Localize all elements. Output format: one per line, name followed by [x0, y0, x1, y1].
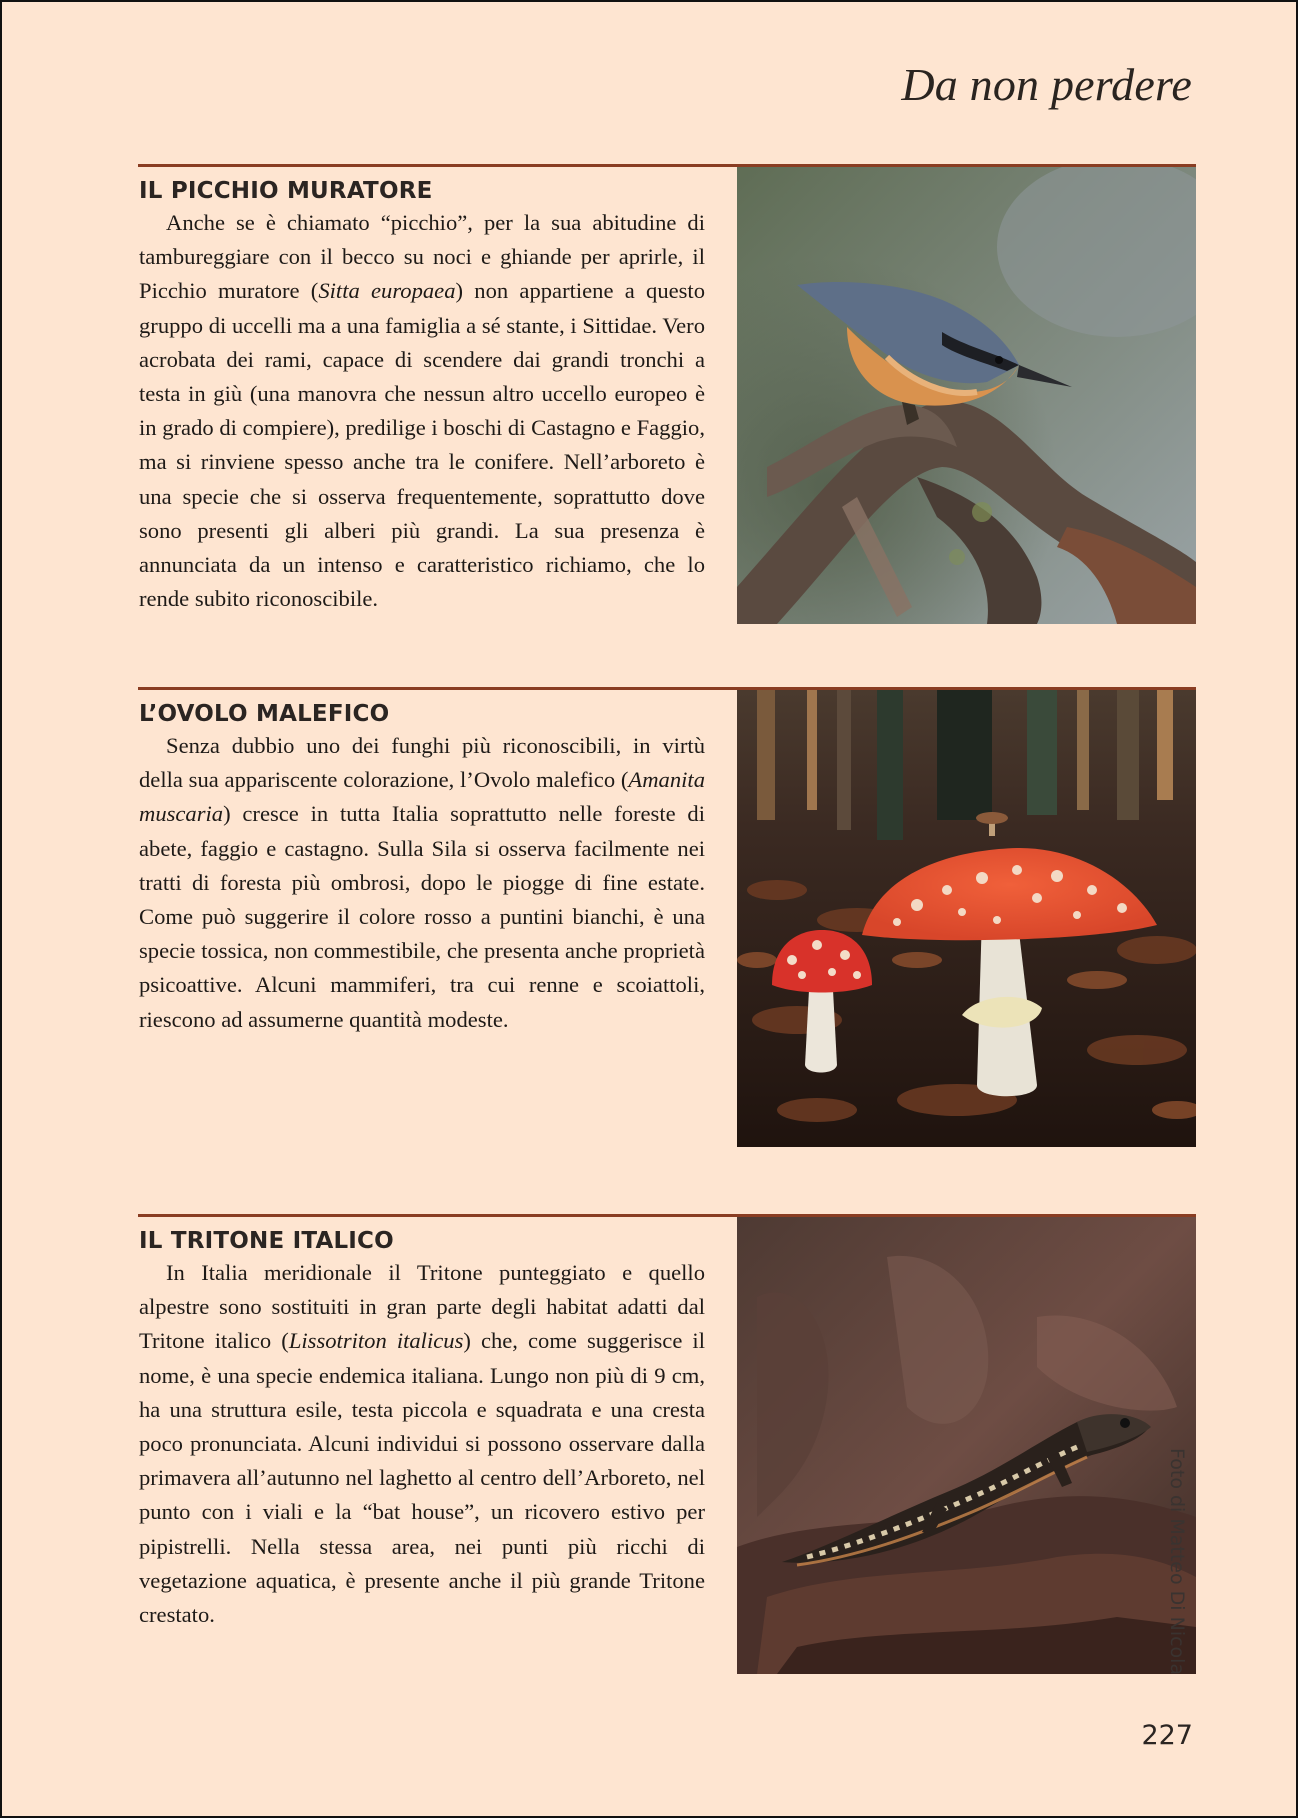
text-run: In Italia meridionale il Tritone punteggiato e quello alpestre sono sostituiti in gran parte degli habitat adatti dal Tritone italico (: [139, 1260, 705, 1354]
newt-photo: [737, 1217, 1196, 1674]
page-number: 227: [1141, 1720, 1193, 1751]
scientific-name: Lissotriton italicus: [288, 1328, 464, 1354]
section-paragraph: [139, 729, 705, 1037]
section-paragraph: [139, 1256, 705, 1632]
text-run: Senza dubbio uno dei funghi più riconoscibili, in virtù della sua appariscente colorazione, l’Ovolo malefico (: [139, 733, 705, 793]
section-title: IL TRITONE ITALICO: [139, 1228, 394, 1254]
section-title: L’OVOLO MALEFICO: [139, 701, 390, 727]
section-body: [139, 206, 705, 616]
photo-credit: Foto di Matteo Di Nicola: [1166, 1448, 1188, 1676]
text-run: Anche se è chiamato “picchio”, per la sua abitudine di tambureggiare con il becco su noci e ghiande per aprirle, il Picchio muratore (: [139, 210, 705, 304]
section-title: IL PICCHIO MURATORE: [139, 178, 433, 204]
scientific-name: Amanita muscaria: [139, 767, 705, 827]
section-paragraph: [139, 206, 705, 616]
section-body: [139, 1256, 705, 1632]
nuthatch-photo: [737, 167, 1196, 624]
scientific-name: Sitta europaea: [318, 278, 456, 304]
section-body: [139, 729, 705, 1037]
text-run: ) che, come suggerisce il nome, è una specie endemica italiana. Lungo non più di 9 cm, ha una struttura esile, testa piccola e squadrata e una cresta poco pronunciata. Alcuni individui si possono osservare dalla primavera all’autunno nel laghetto al centro dell’Arboreto, nel punto con i viali e la “bat house”, un ricovero estivo per pipistrelli. Nella stessa area, nei punti più ricchi di vegetazione aquatica, è presente anche il più grande Tritone crestato.: [139, 1328, 705, 1628]
running-head: Da non perdere: [901, 59, 1192, 110]
text-run: ) non appartiene a questo gruppo di uccelli ma a una famiglia a sé stante, i Sittidae. Vero acrobata dei rami, capace di scendere dai grandi tronchi a testa in giù (una manovra che nessun altro uccello europeo è in grado di compiere), predilige i boschi di Castagno e Faggio, ma si rinviene spesso anche tra le conifere. Nell’arboreto è una specie che si osserva frequentemente, soprattutto dove sono presenti gli alberi più grandi. La sua presenza è annunciata da un intenso e caratteristico richiamo, che lo rende subito riconoscibile.: [139, 278, 706, 612]
fly-agaric-photo: [737, 690, 1196, 1147]
text-run: ) cresce in tutta Italia soprattutto nelle foreste di abete, faggio e castagno. Sulla Sila si osserva facilmente nei tratti di foresta più ombrosi, dopo le piogge di fine estate. Come può suggerire il colore rosso a puntini bianchi, è una specie tossica, non commestibile, che presenta anche proprietà psicoattive. Alcuni mammiferi, tra cui renne e scoiattoli, riescono ad assumerne quantità modeste.: [139, 801, 705, 1032]
